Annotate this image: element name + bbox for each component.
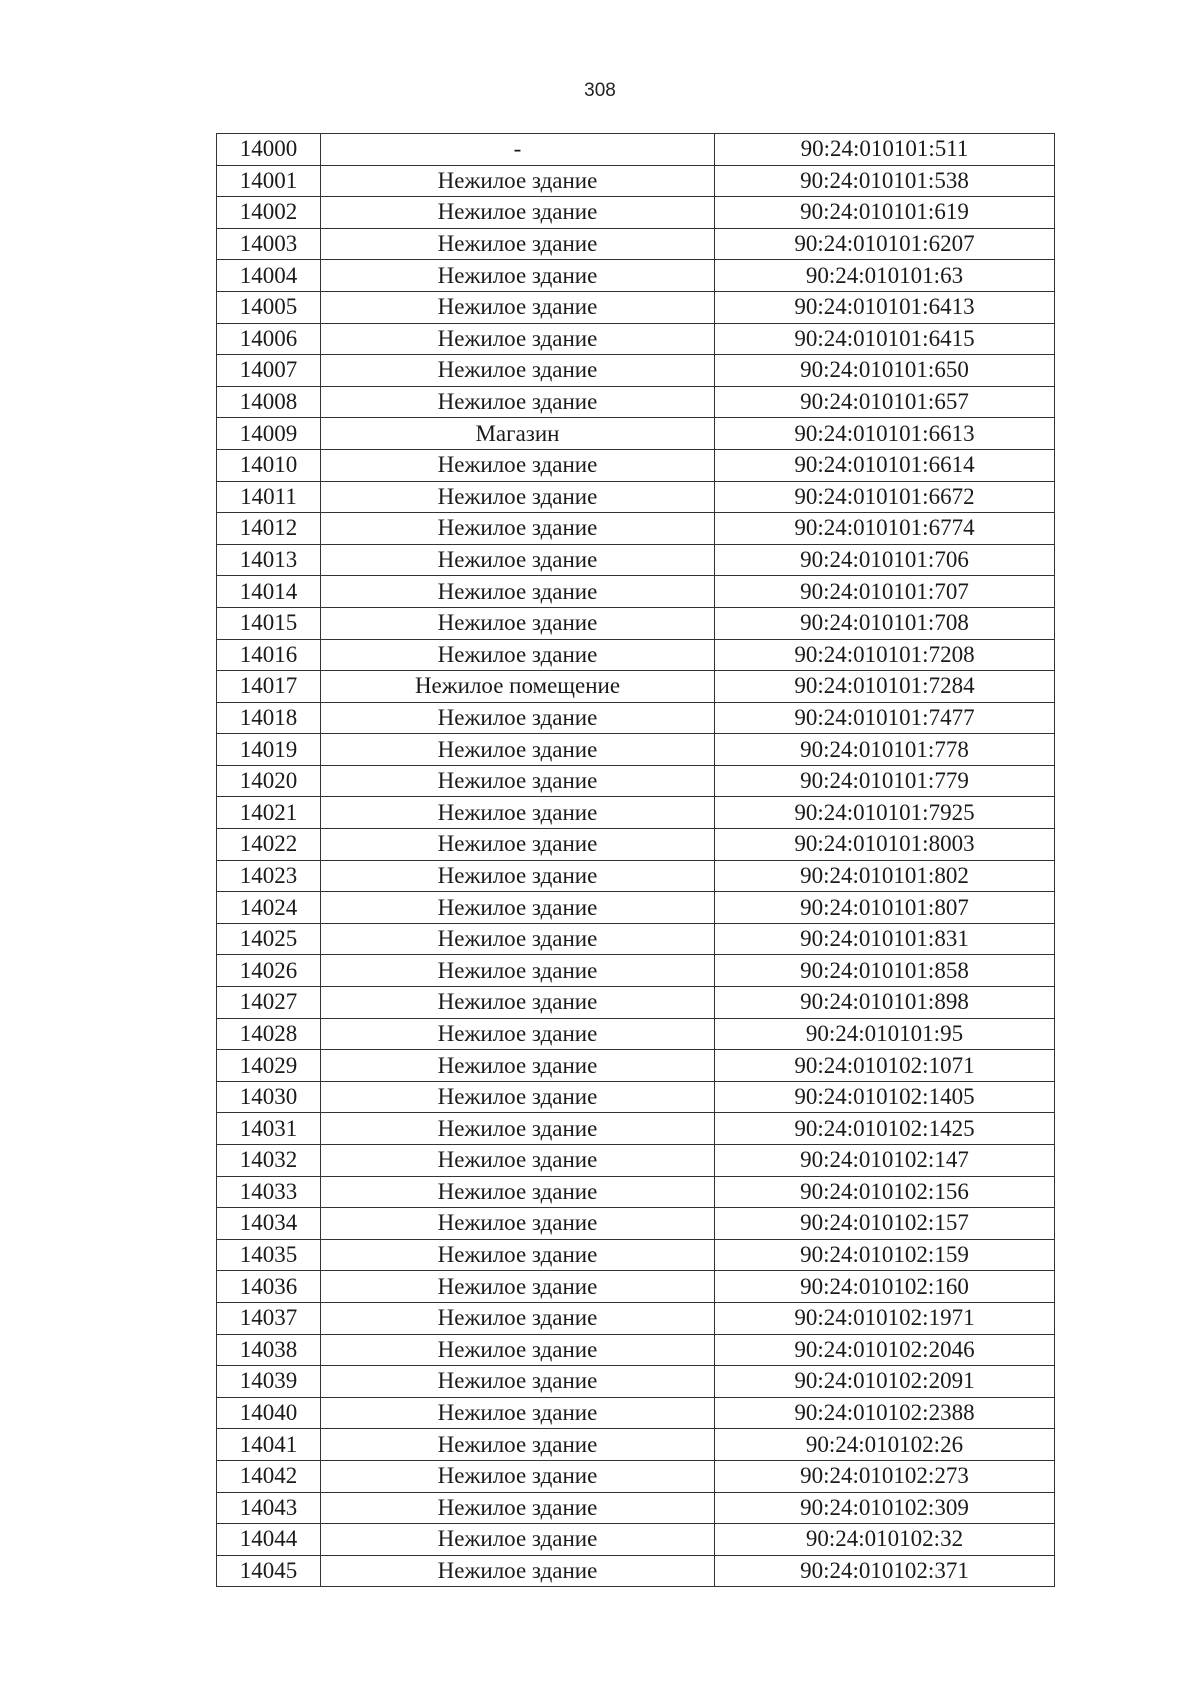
table-row bbox=[217, 449, 1055, 481]
cadastral-number-cell: 90:24:010101:807 bbox=[715, 892, 1055, 924]
table-row bbox=[217, 987, 1055, 1019]
table-row bbox=[217, 1302, 1055, 1334]
cadastral-number-cell: 90:24:010102:1971 bbox=[715, 1302, 1055, 1334]
cadastral-number-cell: 90:24:010101:708 bbox=[715, 607, 1055, 639]
object-type-cell: Нежилое здание bbox=[321, 1176, 715, 1208]
row-number-cell: 14016 bbox=[217, 639, 321, 671]
object-type-cell: Нежилое здание bbox=[321, 576, 715, 608]
table-row bbox=[217, 1271, 1055, 1303]
cadastral-number-cell: 90:24:010101:63 bbox=[715, 260, 1055, 292]
row-number-cell: 14031 bbox=[217, 1113, 321, 1145]
object-type-cell: Нежилое здание bbox=[321, 260, 715, 292]
cadastral-number-cell: 90:24:010101:7477 bbox=[715, 702, 1055, 734]
object-type-cell: Нежилое здание bbox=[321, 639, 715, 671]
table-row bbox=[217, 1081, 1055, 1113]
table-row bbox=[217, 228, 1055, 260]
object-type-cell: Нежилое здание bbox=[321, 1239, 715, 1271]
object-type-cell: Нежилое здание bbox=[321, 1018, 715, 1050]
row-number-cell: 14008 bbox=[217, 386, 321, 418]
cadastral-number-cell: 90:24:010102:1425 bbox=[715, 1113, 1055, 1145]
table-row bbox=[217, 1018, 1055, 1050]
table-row bbox=[217, 323, 1055, 355]
object-type-cell: Нежилое здание bbox=[321, 1271, 715, 1303]
row-number-cell: 14024 bbox=[217, 892, 321, 924]
cadastral-number-cell: 90:24:010101:6774 bbox=[715, 513, 1055, 545]
row-number-cell: 14010 bbox=[217, 449, 321, 481]
cadastral-number-cell: 90:24:010102:2046 bbox=[715, 1334, 1055, 1366]
cadastral-number-cell: 90:24:010101:831 bbox=[715, 923, 1055, 955]
cadastral-number-cell: 90:24:010101:511 bbox=[715, 134, 1055, 166]
table-row bbox=[217, 544, 1055, 576]
row-number-cell: 14026 bbox=[217, 955, 321, 987]
object-type-cell: Нежилое здание bbox=[321, 449, 715, 481]
table-row bbox=[217, 1113, 1055, 1145]
table-row bbox=[217, 134, 1055, 166]
cadastral-number-cell: 90:24:010102:159 bbox=[715, 1239, 1055, 1271]
cadastral-number-cell: 90:24:010102:309 bbox=[715, 1492, 1055, 1524]
object-type-cell: Нежилое здание bbox=[321, 1113, 715, 1145]
table-row bbox=[217, 1397, 1055, 1429]
table-row bbox=[217, 1145, 1055, 1177]
cadastral-number-cell: 90:24:010101:650 bbox=[715, 355, 1055, 387]
cadastral-number-cell: 90:24:010102:156 bbox=[715, 1176, 1055, 1208]
cadastral-number-cell: 90:24:010101:779 bbox=[715, 765, 1055, 797]
object-type-cell: Нежилое помещение bbox=[321, 671, 715, 703]
object-type-cell: Нежилое здание bbox=[321, 323, 715, 355]
registry-table bbox=[216, 133, 1055, 1587]
row-number-cell: 14007 bbox=[217, 355, 321, 387]
object-type-cell: Нежилое здание bbox=[321, 1429, 715, 1461]
row-number-cell: 14009 bbox=[217, 418, 321, 450]
row-number-cell: 14022 bbox=[217, 829, 321, 861]
cadastral-number-cell: 90:24:010101:6613 bbox=[715, 418, 1055, 450]
row-number-cell: 14039 bbox=[217, 1366, 321, 1398]
table-row bbox=[217, 1460, 1055, 1492]
table-row bbox=[217, 797, 1055, 829]
table-row bbox=[217, 418, 1055, 450]
row-number-cell: 14013 bbox=[217, 544, 321, 576]
cadastral-number-cell: 90:24:010102:2091 bbox=[715, 1366, 1055, 1398]
object-type-cell: Нежилое здание bbox=[321, 291, 715, 323]
row-number-cell: 14005 bbox=[217, 291, 321, 323]
cadastral-number-cell: 90:24:010101:95 bbox=[715, 1018, 1055, 1050]
object-type-cell: Нежилое здание bbox=[321, 481, 715, 513]
object-type-cell: Нежилое здание bbox=[321, 1397, 715, 1429]
table-row bbox=[217, 892, 1055, 924]
table-row bbox=[217, 1366, 1055, 1398]
object-type-cell: Нежилое здание bbox=[321, 734, 715, 766]
page-number: 308 bbox=[584, 80, 616, 101]
table-row bbox=[217, 1208, 1055, 1240]
row-number-cell: 14017 bbox=[217, 671, 321, 703]
row-number-cell: 14006 bbox=[217, 323, 321, 355]
row-number-cell: 14002 bbox=[217, 197, 321, 229]
cadastral-number-cell: 90:24:010102:273 bbox=[715, 1460, 1055, 1492]
row-number-cell: 14037 bbox=[217, 1302, 321, 1334]
row-number-cell: 14027 bbox=[217, 987, 321, 1019]
row-number-cell: 14003 bbox=[217, 228, 321, 260]
cadastral-number-cell: 90:24:010101:707 bbox=[715, 576, 1055, 608]
cadastral-number-cell: 90:24:010101:802 bbox=[715, 860, 1055, 892]
table-row bbox=[217, 355, 1055, 387]
object-type-cell: Нежилое здание bbox=[321, 955, 715, 987]
table-row bbox=[217, 260, 1055, 292]
cadastral-number-cell: 90:24:010102:1405 bbox=[715, 1081, 1055, 1113]
object-type-cell: Магазин bbox=[321, 418, 715, 450]
object-type-cell: Нежилое здание bbox=[321, 1334, 715, 1366]
object-type-cell: Нежилое здание bbox=[321, 355, 715, 387]
cadastral-number-cell: 90:24:010102:160 bbox=[715, 1271, 1055, 1303]
table-row bbox=[217, 734, 1055, 766]
object-type-cell: Нежилое здание bbox=[321, 544, 715, 576]
cadastral-number-cell: 90:24:010102:371 bbox=[715, 1555, 1055, 1587]
object-type-cell: Нежилое здание bbox=[321, 607, 715, 639]
object-type-cell: Нежилое здание bbox=[321, 165, 715, 197]
object-type-cell: Нежилое здание bbox=[321, 1208, 715, 1240]
row-number-cell: 14011 bbox=[217, 481, 321, 513]
cadastral-number-cell: 90:24:010101:6207 bbox=[715, 228, 1055, 260]
cadastral-number-cell: 90:24:010101:6614 bbox=[715, 449, 1055, 481]
object-type-cell: - bbox=[321, 134, 715, 166]
table-row bbox=[217, 197, 1055, 229]
table-row bbox=[217, 671, 1055, 703]
object-type-cell: Нежилое здание bbox=[321, 987, 715, 1019]
cadastral-number-cell: 90:24:010101:538 bbox=[715, 165, 1055, 197]
table-row bbox=[217, 1176, 1055, 1208]
cadastral-number-cell: 90:24:010102:32 bbox=[715, 1524, 1055, 1556]
cadastral-number-cell: 90:24:010101:858 bbox=[715, 955, 1055, 987]
row-number-cell: 14034 bbox=[217, 1208, 321, 1240]
cadastral-number-cell: 90:24:010102:26 bbox=[715, 1429, 1055, 1461]
object-type-cell: Нежилое здание bbox=[321, 1460, 715, 1492]
row-number-cell: 14036 bbox=[217, 1271, 321, 1303]
row-number-cell: 14040 bbox=[217, 1397, 321, 1429]
row-number-cell: 14012 bbox=[217, 513, 321, 545]
table-row bbox=[217, 702, 1055, 734]
table-row bbox=[217, 607, 1055, 639]
cadastral-number-cell: 90:24:010101:8003 bbox=[715, 829, 1055, 861]
row-number-cell: 14045 bbox=[217, 1555, 321, 1587]
table-row bbox=[217, 513, 1055, 545]
row-number-cell: 14023 bbox=[217, 860, 321, 892]
table-row bbox=[217, 1334, 1055, 1366]
object-type-cell: Нежилое здание bbox=[321, 197, 715, 229]
object-type-cell: Нежилое здание bbox=[321, 1366, 715, 1398]
row-number-cell: 14041 bbox=[217, 1429, 321, 1461]
object-type-cell: Нежилое здание bbox=[321, 513, 715, 545]
row-number-cell: 14038 bbox=[217, 1334, 321, 1366]
table-row bbox=[217, 829, 1055, 861]
row-number-cell: 14014 bbox=[217, 576, 321, 608]
object-type-cell: Нежилое здание bbox=[321, 1302, 715, 1334]
object-type-cell: Нежилое здание bbox=[321, 1145, 715, 1177]
cadastral-number-cell: 90:24:010101:7208 bbox=[715, 639, 1055, 671]
row-number-cell: 14028 bbox=[217, 1018, 321, 1050]
row-number-cell: 14019 bbox=[217, 734, 321, 766]
cadastral-number-cell: 90:24:010102:1071 bbox=[715, 1050, 1055, 1082]
cadastral-number-cell: 90:24:010101:7925 bbox=[715, 797, 1055, 829]
row-number-cell: 14044 bbox=[217, 1524, 321, 1556]
table-row bbox=[217, 860, 1055, 892]
table-row bbox=[217, 1555, 1055, 1587]
table-row bbox=[217, 955, 1055, 987]
cadastral-number-cell: 90:24:010101:657 bbox=[715, 386, 1055, 418]
table-row bbox=[217, 639, 1055, 671]
object-type-cell: Нежилое здание bbox=[321, 892, 715, 924]
table-row bbox=[217, 1050, 1055, 1082]
row-number-cell: 14015 bbox=[217, 607, 321, 639]
object-type-cell: Нежилое здание bbox=[321, 228, 715, 260]
object-type-cell: Нежилое здание bbox=[321, 1524, 715, 1556]
table-row bbox=[217, 165, 1055, 197]
cadastral-number-cell: 90:24:010101:6413 bbox=[715, 291, 1055, 323]
cadastral-number-cell: 90:24:010102:147 bbox=[715, 1145, 1055, 1177]
row-number-cell: 14043 bbox=[217, 1492, 321, 1524]
registry-table-body bbox=[217, 134, 1055, 1587]
object-type-cell: Нежилое здание bbox=[321, 1050, 715, 1082]
object-type-cell: Нежилое здание bbox=[321, 1081, 715, 1113]
object-type-cell: Нежилое здание bbox=[321, 765, 715, 797]
cadastral-number-cell: 90:24:010102:2388 bbox=[715, 1397, 1055, 1429]
object-type-cell: Нежилое здание bbox=[321, 829, 715, 861]
cadastral-number-cell: 90:24:010101:7284 bbox=[715, 671, 1055, 703]
table-row bbox=[217, 1239, 1055, 1271]
row-number-cell: 14033 bbox=[217, 1176, 321, 1208]
row-number-cell: 14004 bbox=[217, 260, 321, 292]
row-number-cell: 14032 bbox=[217, 1145, 321, 1177]
object-type-cell: Нежилое здание bbox=[321, 923, 715, 955]
table-row bbox=[217, 1524, 1055, 1556]
cadastral-number-cell: 90:24:010101:6415 bbox=[715, 323, 1055, 355]
cadastral-number-cell: 90:24:010101:778 bbox=[715, 734, 1055, 766]
table-row bbox=[217, 923, 1055, 955]
object-type-cell: Нежилое здание bbox=[321, 797, 715, 829]
row-number-cell: 14021 bbox=[217, 797, 321, 829]
row-number-cell: 14025 bbox=[217, 923, 321, 955]
table-row bbox=[217, 1492, 1055, 1524]
row-number-cell: 14000 bbox=[217, 134, 321, 166]
row-number-cell: 14018 bbox=[217, 702, 321, 734]
table-row bbox=[217, 386, 1055, 418]
object-type-cell: Нежилое здание bbox=[321, 702, 715, 734]
cadastral-number-cell: 90:24:010101:619 bbox=[715, 197, 1055, 229]
row-number-cell: 14001 bbox=[217, 165, 321, 197]
table-row bbox=[217, 765, 1055, 797]
row-number-cell: 14042 bbox=[217, 1460, 321, 1492]
cadastral-number-cell: 90:24:010101:6672 bbox=[715, 481, 1055, 513]
object-type-cell: Нежилое здание bbox=[321, 386, 715, 418]
row-number-cell: 14030 bbox=[217, 1081, 321, 1113]
table-row bbox=[217, 1429, 1055, 1461]
table-row bbox=[217, 291, 1055, 323]
object-type-cell: Нежилое здание bbox=[321, 860, 715, 892]
row-number-cell: 14020 bbox=[217, 765, 321, 797]
row-number-cell: 14035 bbox=[217, 1239, 321, 1271]
object-type-cell: Нежилое здание bbox=[321, 1492, 715, 1524]
cadastral-number-cell: 90:24:010101:706 bbox=[715, 544, 1055, 576]
cadastral-number-cell: 90:24:010101:898 bbox=[715, 987, 1055, 1019]
row-number-cell: 14029 bbox=[217, 1050, 321, 1082]
table-row bbox=[217, 576, 1055, 608]
table-row bbox=[217, 481, 1055, 513]
cadastral-number-cell: 90:24:010102:157 bbox=[715, 1208, 1055, 1240]
object-type-cell: Нежилое здание bbox=[321, 1555, 715, 1587]
